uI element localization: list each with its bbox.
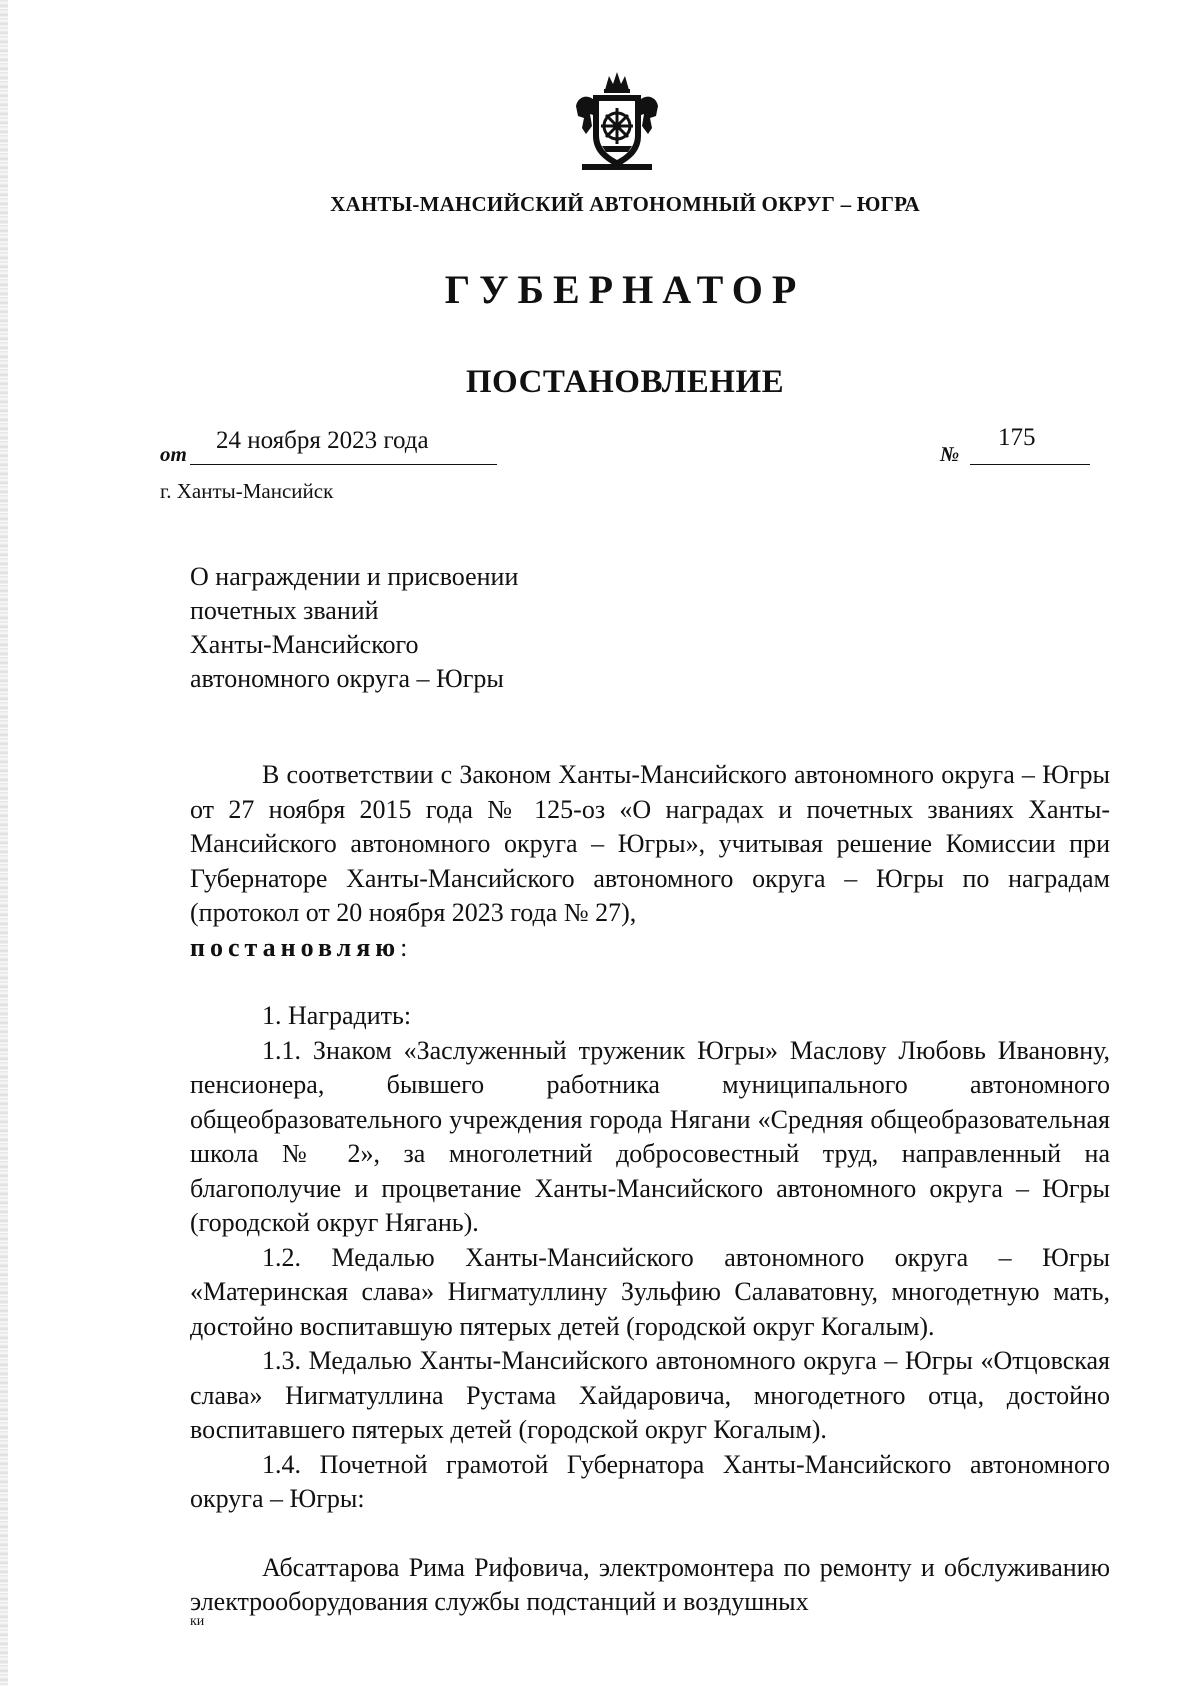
document-date: 24 ноября 2023 года — [216, 427, 429, 454]
item-1: 1. Наградить: — [262, 1001, 412, 1030]
coat-of-arms-emblem — [572, 68, 662, 174]
scan-edge — [0, 0, 8, 1686]
subject-line: О награждении и присвоении — [190, 562, 519, 591]
authority-heading: ГУБЕРНАТОР — [444, 267, 806, 312]
item-1-4: 1.4. Почетной грамотой Губернатора Ханты-Мансийского автономного округа – Югры: — [190, 1449, 1110, 1513]
resolve-word: постановляю — [190, 932, 401, 962]
item-1-2: 1.2. Медалью Ханты-Мансийского автономного округа – Югры «Материнская слава» Нигматуллину Зульфию Салаватовну, многодетную мать, достойно воспитавшую пятерых детей (городской округ Когалым). — [190, 1242, 1110, 1341]
region-heading: ХАНТЫ-МАНСИЙСКИЙ АВТОНОМНЫЙ ОКРУГ – ЮГРА — [330, 192, 920, 216]
preamble-text: В соответствии с Законом Ханты-Мансийского автономного округа – Югры от 27 ноября 2015 года № 125-оз «О наградах и почетных званиях Ханты-Мансийского автономного округа – Югры», учитывая решение Комиссии при Губернаторе Ханты-Мансийского автономного округа – Югры по наградам (протокол от 20 ноября 2023 года № 27), — [190, 760, 1110, 927]
document-subject — [190, 560, 690, 696]
city-line: г. Ханты-Мансийск — [160, 479, 334, 503]
recipient-paragraph: Абсаттарова Рима Рифовича, электромонтера по ремонту и обслуживанию электрооборудования службы подстанций и воздушных — [190, 1552, 1110, 1616]
subject-line: автономного округа – Югры — [190, 664, 504, 693]
resolve-suffix: : — [400, 932, 408, 962]
preamble-paragraph — [190, 758, 1110, 965]
item-1-3: 1.3. Медалью Ханты-Мансийского автономного округа – Югры «Отцовская слава» Нигматуллина Рустама Хайдаровича, многодетного отца, достойно воспитавшего пятерых детей (городской округ Когалым). — [190, 1346, 1110, 1444]
document-type-heading: ПОСТАНОВЛЕНИЕ — [465, 364, 785, 400]
document-number: 175 — [998, 424, 1036, 451]
subject-line: почетных званий — [190, 596, 379, 625]
date-label: от — [160, 442, 187, 466]
item-1-1: 1.1. Знаком «Заслуженный труженик Югры» Маслову Любовь Ивановну, пенсионера, бывшего работника муниципального автономного общеобразовательного учреждения города Нягани «Средняя общеобразовательная школа № 2», за многолетний добросовестный труд, направленный на благополучие и процветание Ханты-Мансийского автономного округа – Югры (городской округ Нягань). — [190, 1035, 1110, 1237]
subject-line: Ханты-Мансийского — [190, 630, 419, 659]
footer-initials: ки — [190, 1614, 205, 1629]
document-body — [190, 758, 1110, 1620]
number-label: № — [940, 442, 960, 466]
